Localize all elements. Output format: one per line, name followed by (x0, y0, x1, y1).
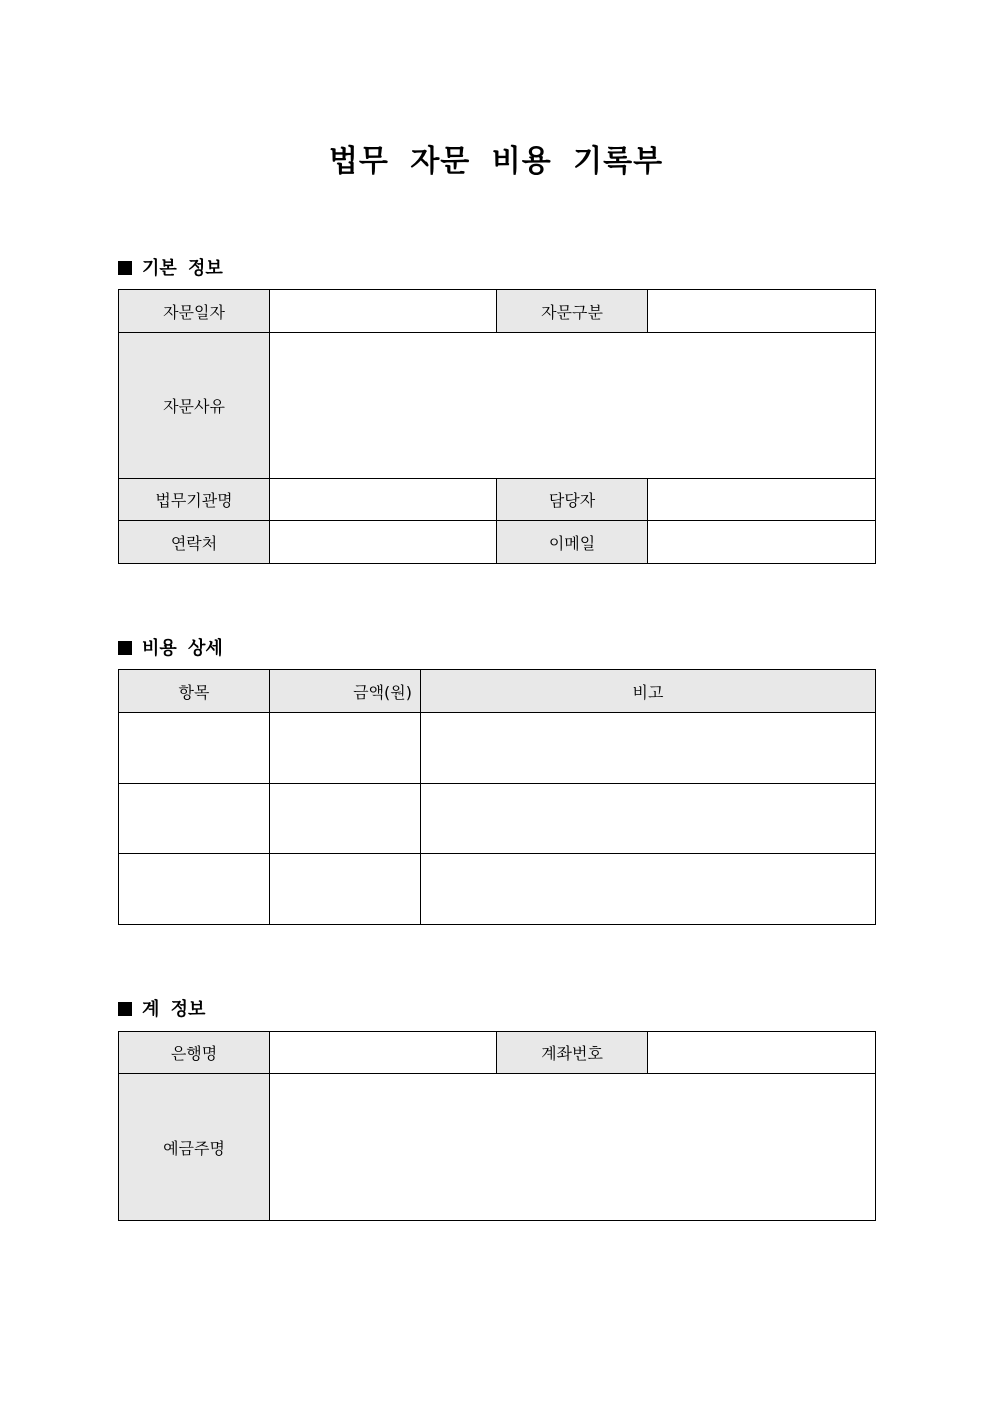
cell-item[interactable] (119, 713, 270, 784)
square-bullet-icon (118, 1002, 132, 1016)
field-manager[interactable] (648, 479, 876, 521)
square-bullet-icon (118, 261, 132, 275)
field-agency[interactable] (270, 479, 497, 521)
square-bullet-icon (118, 641, 132, 655)
cell-note[interactable] (421, 713, 876, 784)
section-heading-text: 비용 상세 (142, 638, 223, 659)
section-heading-basic (118, 254, 223, 280)
field-contact[interactable] (270, 521, 497, 564)
cell-note[interactable] (421, 854, 876, 925)
section-heading-cost (118, 634, 223, 660)
section-heading-account (118, 995, 205, 1021)
label-date: 자문일자 (119, 290, 270, 333)
label-holder: 예금주명 (119, 1074, 270, 1221)
label-email: 이메일 (497, 521, 648, 564)
cell-amount[interactable] (270, 713, 421, 784)
table-row (119, 713, 876, 784)
cost-detail-table (118, 669, 876, 925)
label-agency: 법무기관명 (119, 479, 270, 521)
label-type: 자문구분 (497, 290, 648, 333)
table-row (119, 854, 876, 925)
label-account-no: 계좌번호 (497, 1032, 648, 1074)
section-heading-text: 기본 정보 (142, 258, 223, 279)
label-reason: 자문사유 (119, 333, 270, 479)
col-header-amount: 금액(원) (270, 670, 421, 713)
table-row (119, 784, 876, 854)
account-info-table (118, 1031, 876, 1221)
basic-info-table (118, 289, 876, 564)
cell-item[interactable] (119, 854, 270, 925)
cell-item[interactable] (119, 784, 270, 854)
field-account-no[interactable] (648, 1032, 876, 1074)
page-title: 법무 자문 비용 기록부 (328, 144, 664, 179)
field-date[interactable] (270, 290, 497, 333)
cell-note[interactable] (421, 784, 876, 854)
field-holder[interactable] (270, 1074, 876, 1221)
field-type[interactable] (648, 290, 876, 333)
field-reason[interactable] (270, 333, 876, 479)
col-header-item: 항목 (119, 670, 270, 713)
field-bank[interactable] (270, 1032, 497, 1074)
section-heading-text: 계 정보 (142, 999, 206, 1020)
col-header-note: 비고 (421, 670, 876, 713)
label-contact: 연락처 (119, 521, 270, 564)
cell-amount[interactable] (270, 854, 421, 925)
field-email[interactable] (648, 521, 876, 564)
label-manager: 담당자 (497, 479, 648, 521)
label-bank: 은행명 (119, 1032, 270, 1074)
cell-amount[interactable] (270, 784, 421, 854)
